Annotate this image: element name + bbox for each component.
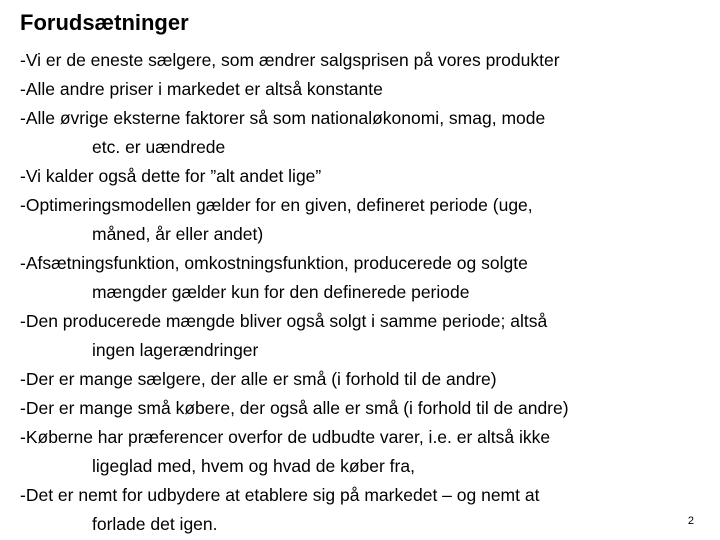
bullet-item [20,249,710,307]
bullet-line: -Der er mange sælgere, der alle er små (i forhold til de andre) [20,369,497,389]
bullet-line: -Der er mange små købere, der også alle er små (i forhold til de andre) [20,398,569,418]
bullet-item [20,46,710,75]
bullet-item [20,75,710,104]
bullet-continuation: måned, år eller andet) [92,224,264,244]
bullet-item [20,104,710,162]
bullet-item [20,394,710,423]
bullet-continuation: ingen lagerændringer [92,340,259,360]
bullet-list [20,46,710,539]
bullet-line: -Det er nemt for udbydere at etablere sig på markedet – og nemt at [20,485,540,505]
bullet-line: -Alle øvrige eksterne faktorer så som nationaløkonomi, smag, mode [20,108,546,128]
bullet-line: -Vi kalder også dette for ”alt andet lige” [20,166,322,186]
bullet-continuation: mængder gælder kun for den definerede periode [92,282,470,302]
bullet-line: -Alle andre priser i markedet er altså konstante [20,79,383,99]
bullet-line: -Afsætningsfunktion, omkostningsfunktion, producerede og solgte [20,253,528,273]
bullet-continuation: etc. er uændrede [92,137,226,157]
bullet-item [20,307,710,365]
bullet-line: -Den producerede mængde bliver også solgt i samme periode; altså [20,311,548,331]
bullet-line: -Køberne har præferencer overfor de udbudte varer, i.e. er altså ikke [20,427,551,447]
bullet-item [20,423,710,481]
bullet-continuation: ligeglad med, hvem og hvad de køber fra, [92,456,415,476]
page-number: 2 [687,515,694,527]
bullet-item [20,365,710,394]
slide-title: Forudsætninger [20,10,189,35]
bullet-item [20,191,710,249]
bullet-line: -Optimeringsmodellen gælder for en given, defineret periode (uge, [20,195,533,215]
bullet-continuation: forlade det igen. [92,514,218,534]
bullet-line: -Vi er de eneste sælgere, som ændrer salgsprisen på vores produkter [20,50,560,70]
bullet-item [20,162,710,191]
bullet-item [20,481,710,539]
